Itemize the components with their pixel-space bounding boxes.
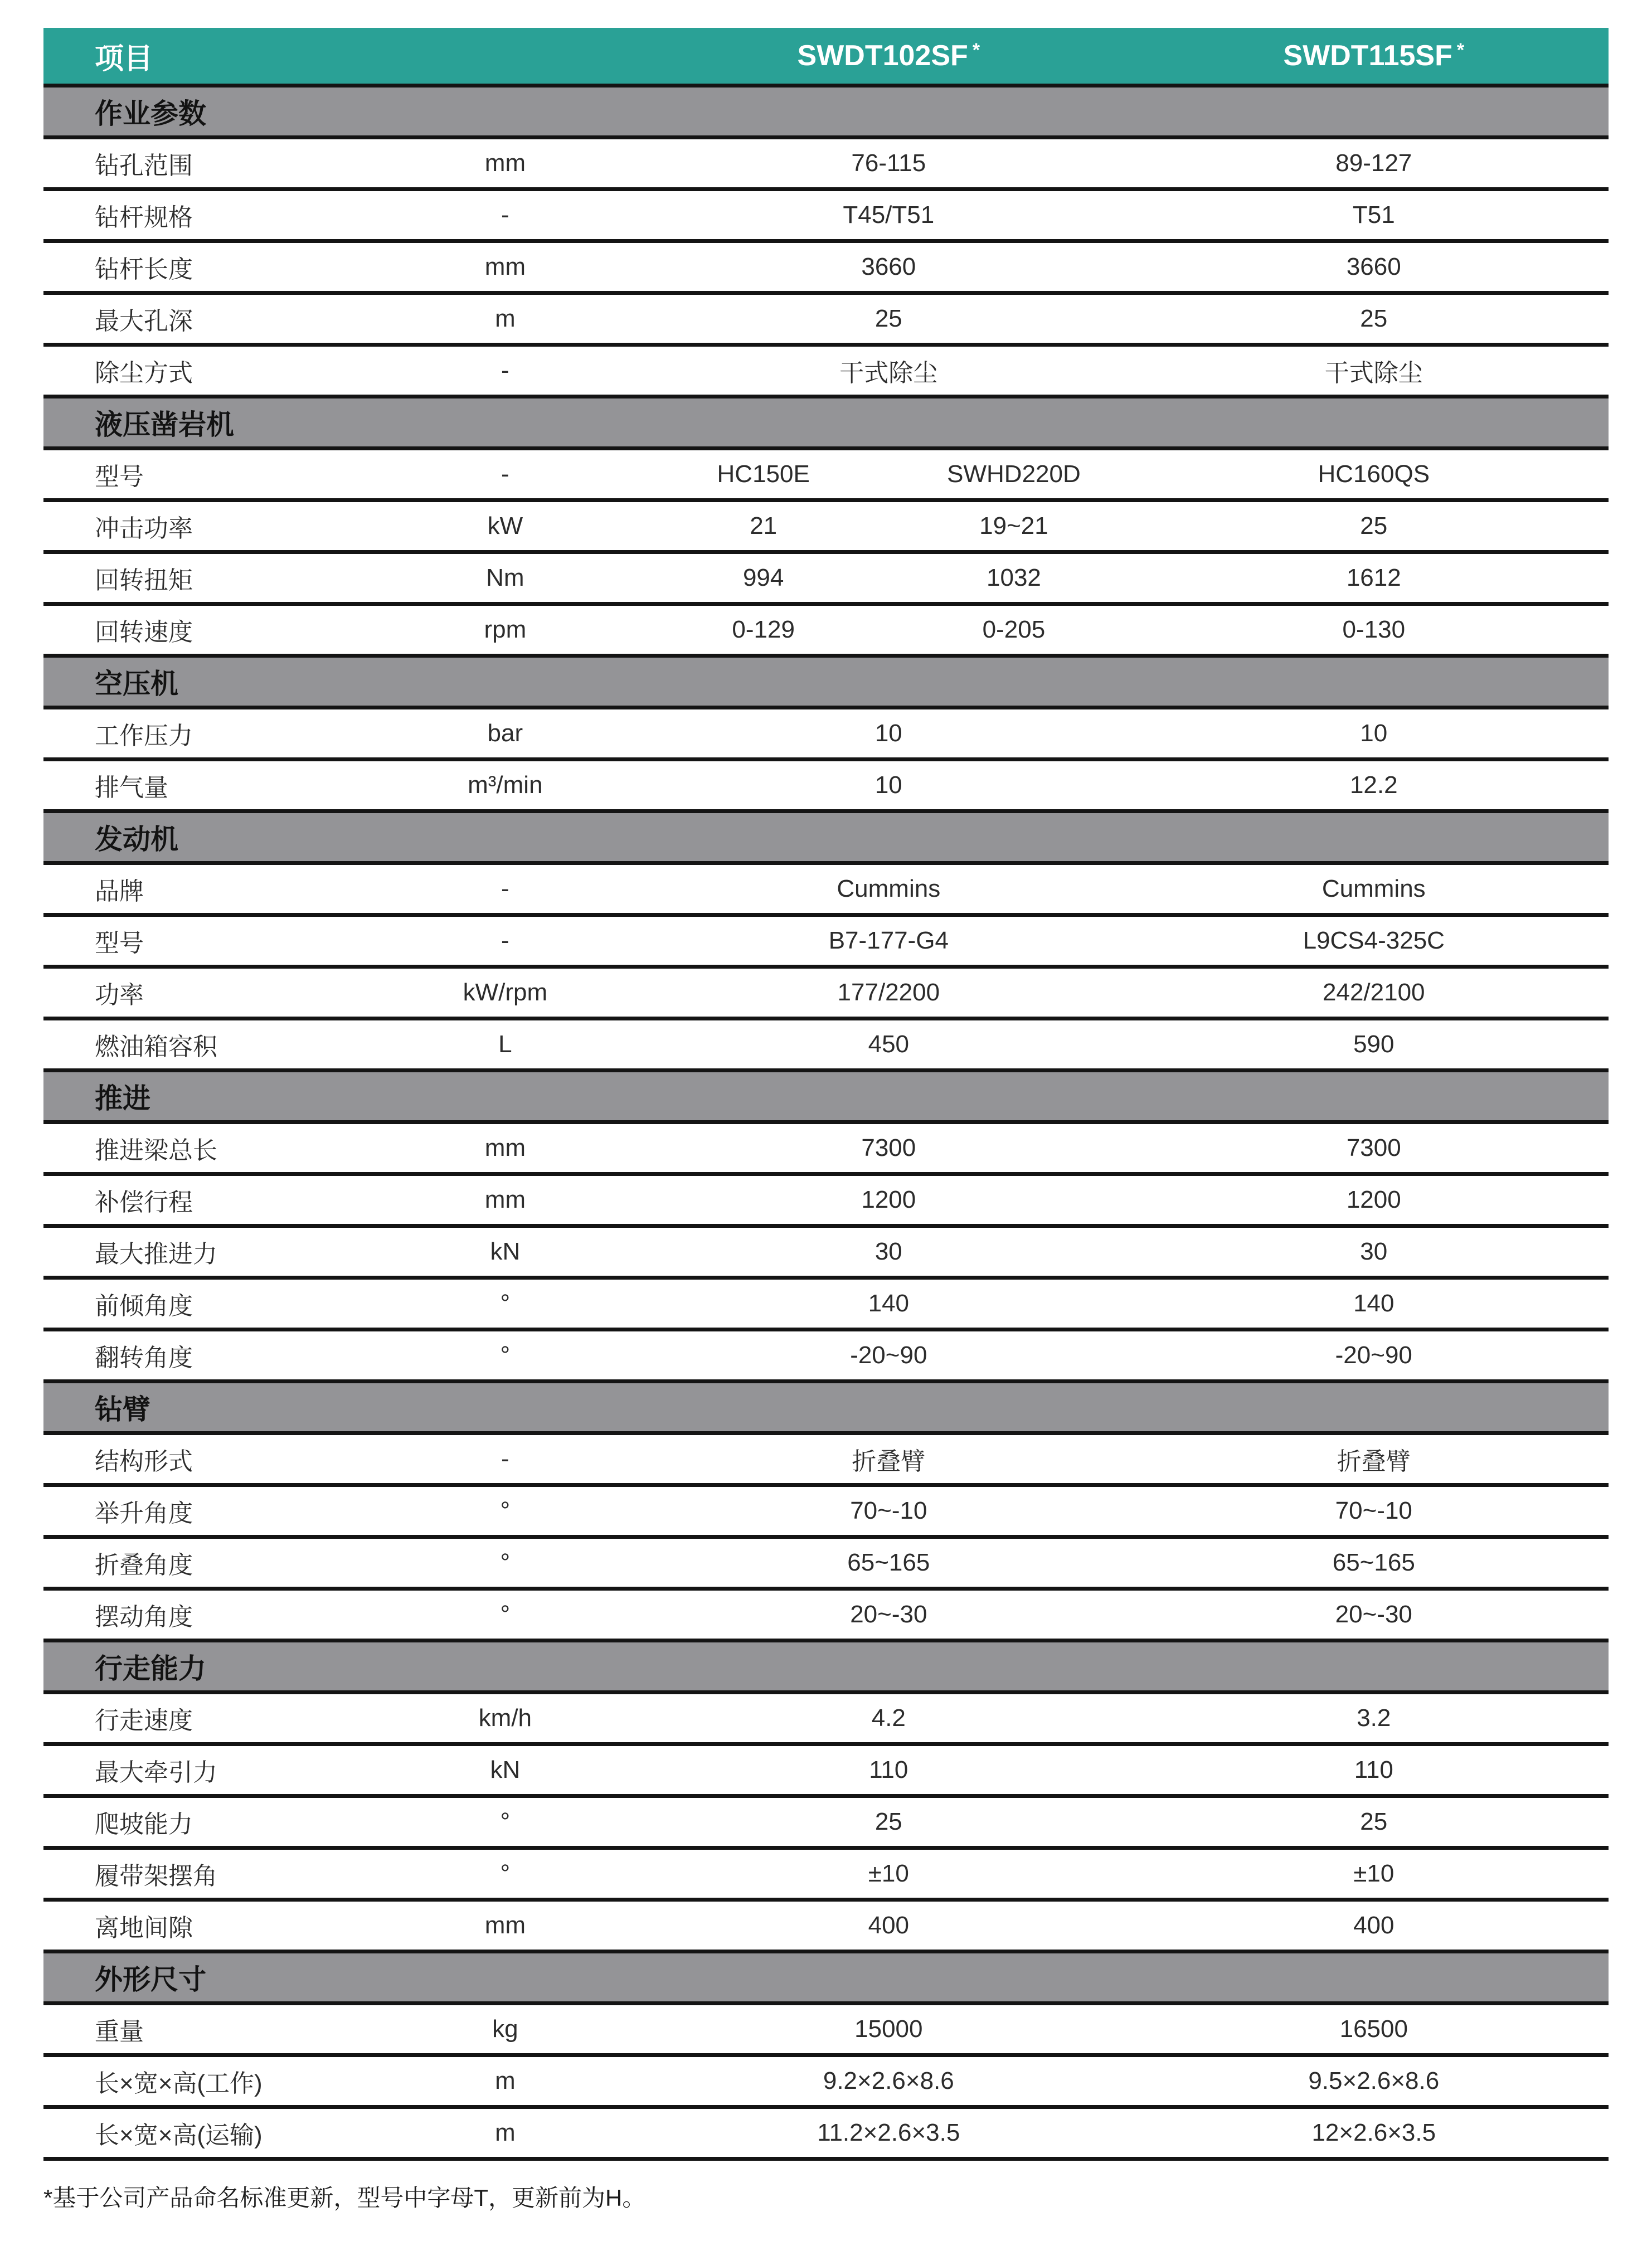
param-value-sub: 994 bbox=[742, 564, 784, 591]
param-name: 举升角度 bbox=[95, 1500, 193, 1527]
table-row bbox=[43, 450, 1609, 502]
param-name: 摆动角度 bbox=[95, 1603, 193, 1631]
table-row bbox=[43, 1850, 1609, 1902]
footnote-area bbox=[43, 2161, 1609, 2213]
param-value-swdt115sf: 110 bbox=[1354, 1756, 1393, 1783]
param-value-sub: 0-205 bbox=[982, 616, 1046, 643]
param-value-swdt102sf: 11.2×2.6×3.5 bbox=[817, 2119, 960, 2146]
param-value-swdt115sf: Cummins bbox=[1321, 875, 1426, 902]
param-value-swdt102sf: 450 bbox=[868, 1030, 910, 1058]
param-value-swdt115sf: 3.2 bbox=[1357, 1704, 1391, 1732]
param-value-swdt115sf: 1612 bbox=[1346, 564, 1401, 591]
param-unit: m bbox=[495, 2119, 516, 2146]
param-value-swdt115sf: 25 bbox=[1360, 512, 1388, 539]
param-name: 冲击功率 bbox=[95, 515, 193, 542]
param-unit: m bbox=[495, 305, 516, 332]
param-value-swdt102sf: 9.2×2.6×8.6 bbox=[823, 2067, 954, 2094]
param-unit: ° bbox=[500, 1601, 511, 1628]
table-row bbox=[43, 347, 1609, 398]
param-value-swdt115sf: 干式除尘 bbox=[1324, 359, 1423, 387]
param-value-swdt102sf: 25 bbox=[874, 1808, 902, 1835]
param-unit: kW bbox=[487, 512, 523, 539]
param-name: 型号 bbox=[95, 930, 144, 957]
param-value-swdt102sf: 30 bbox=[874, 1238, 902, 1265]
section-title: 作业参数 bbox=[95, 98, 206, 129]
table-row bbox=[43, 709, 1609, 761]
param-name: 长×宽×高(工作) bbox=[95, 2070, 263, 2097]
param-unit: kN bbox=[490, 1756, 521, 1783]
param-value-swdt102sf bbox=[638, 512, 1139, 540]
param-unit: - bbox=[501, 460, 509, 488]
param-value-swdt115sf: ±10 bbox=[1353, 1860, 1395, 1887]
param-value-swdt102sf: 折叠臂 bbox=[852, 1448, 926, 1475]
param-value-swdt115sf: 9.5×2.6×8.6 bbox=[1308, 2067, 1440, 2094]
param-value-swdt115sf: 30 bbox=[1360, 1238, 1388, 1265]
param-name: 履带架摆角 bbox=[95, 1863, 217, 1890]
table-row bbox=[43, 1539, 1609, 1591]
section-title: 液压凿岩机 bbox=[95, 409, 234, 440]
param-value-swdt102sf bbox=[638, 616, 1139, 644]
param-unit: ° bbox=[500, 1341, 511, 1369]
header-item-column: 项目 bbox=[95, 42, 153, 75]
header-model-swdt102sf bbox=[638, 39, 1139, 72]
table-row bbox=[43, 1331, 1609, 1383]
param-name: 最大孔深 bbox=[95, 308, 193, 335]
param-value-swdt115sf: -20~90 bbox=[1335, 1341, 1412, 1369]
param-name: 爬坡能力 bbox=[95, 1811, 193, 1838]
param-value-swdt115sf: 1200 bbox=[1346, 1186, 1401, 1213]
param-unit: kN bbox=[490, 1238, 521, 1265]
param-value-swdt102sf: Cummins bbox=[837, 875, 941, 902]
section-header-row bbox=[43, 87, 1609, 139]
param-value-swdt102sf: 400 bbox=[868, 1912, 910, 1939]
param-unit: bar bbox=[487, 720, 523, 747]
param-value-swdt115sf: HC160QS bbox=[1318, 460, 1430, 488]
table-row bbox=[43, 1020, 1609, 1072]
table-row bbox=[43, 1746, 1609, 1798]
section-header-row bbox=[43, 1072, 1609, 1124]
table-row bbox=[43, 1694, 1609, 1746]
param-name: 补偿行程 bbox=[95, 1189, 193, 1216]
param-name: 回转扭矩 bbox=[95, 567, 193, 594]
param-unit: - bbox=[501, 357, 509, 384]
param-value-swdt102sf: 3660 bbox=[861, 253, 916, 280]
param-name: 功率 bbox=[95, 981, 144, 1009]
model-name: SWDT102SF bbox=[797, 40, 968, 72]
param-value-sub: 19~21 bbox=[979, 512, 1048, 539]
param-name: 重量 bbox=[95, 2018, 144, 2045]
asterisk-mark: * bbox=[972, 40, 980, 61]
param-value-swdt102sf: B7-177-G4 bbox=[828, 927, 949, 954]
param-unit: ° bbox=[500, 1808, 511, 1835]
param-value-swdt115sf: 7300 bbox=[1346, 1134, 1401, 1161]
param-value-swdt115sf: 25 bbox=[1360, 1808, 1388, 1835]
param-name: 型号 bbox=[95, 463, 144, 490]
param-name: 回转速度 bbox=[95, 619, 193, 646]
param-value-swdt102sf: 25 bbox=[874, 305, 902, 332]
header-model-swdt115sf bbox=[1139, 39, 1609, 72]
param-value-swdt115sf: T51 bbox=[1352, 201, 1395, 229]
param-value-swdt115sf: 20~-30 bbox=[1335, 1601, 1412, 1628]
table-row bbox=[43, 1487, 1609, 1539]
param-value-swdt102sf: 140 bbox=[868, 1290, 910, 1317]
param-unit: km/h bbox=[478, 1704, 532, 1732]
param-value-swdt102sf: 1200 bbox=[861, 1186, 916, 1213]
table-row bbox=[43, 243, 1609, 295]
param-name: 工作压力 bbox=[95, 722, 193, 750]
asterisk-mark: * bbox=[1456, 40, 1465, 61]
param-value-swdt115sf: 0-130 bbox=[1342, 616, 1406, 643]
param-name: 结构形式 bbox=[95, 1448, 193, 1475]
param-value-swdt115sf: 3660 bbox=[1346, 253, 1401, 280]
param-unit: L bbox=[498, 1030, 512, 1058]
param-value-swdt102sf: 65~165 bbox=[847, 1549, 930, 1576]
param-name: 前倾角度 bbox=[95, 1292, 193, 1320]
param-name: 品牌 bbox=[95, 878, 144, 905]
param-name: 行走速度 bbox=[95, 1707, 193, 1734]
param-value-sub: 1032 bbox=[987, 564, 1041, 591]
section-header-row bbox=[43, 658, 1609, 709]
spec-table bbox=[43, 28, 1609, 2161]
table-row bbox=[43, 1435, 1609, 1487]
param-value-swdt115sf: 70~-10 bbox=[1335, 1497, 1412, 1524]
param-unit: ° bbox=[500, 1497, 511, 1524]
param-unit: mm bbox=[484, 149, 526, 177]
param-value-swdt115sf: 折叠臂 bbox=[1337, 1448, 1411, 1475]
table-row bbox=[43, 865, 1609, 917]
table-row bbox=[43, 1280, 1609, 1331]
table-row bbox=[43, 761, 1609, 813]
param-unit: rpm bbox=[484, 616, 527, 643]
section-header-row bbox=[43, 813, 1609, 865]
param-value-swdt102sf: 干式除尘 bbox=[839, 359, 938, 387]
param-unit: mm bbox=[484, 1912, 526, 1939]
param-value-swdt102sf: 177/2200 bbox=[837, 979, 940, 1006]
param-value-swdt102sf: 4.2 bbox=[871, 1704, 906, 1732]
param-value-swdt115sf: 242/2100 bbox=[1323, 979, 1425, 1006]
param-name: 排气量 bbox=[95, 774, 168, 801]
param-unit: kW/rpm bbox=[463, 979, 548, 1006]
param-value-swdt102sf: T45/T51 bbox=[843, 201, 935, 229]
param-value-swdt115sf: L9CS4-325C bbox=[1303, 927, 1445, 954]
table-row bbox=[43, 139, 1609, 191]
table-row bbox=[43, 2109, 1609, 2161]
param-name: 最大推进力 bbox=[95, 1241, 217, 1268]
param-value-swdt102sf: 10 bbox=[874, 720, 902, 747]
param-unit: m³/min bbox=[468, 771, 543, 799]
param-unit: - bbox=[501, 201, 509, 229]
param-value-swdt102sf bbox=[638, 460, 1139, 488]
param-name: 最大牵引力 bbox=[95, 1759, 217, 1786]
param-value-swdt102sf: 10 bbox=[874, 771, 902, 799]
param-unit: ° bbox=[500, 1549, 511, 1576]
param-unit: - bbox=[501, 1445, 509, 1472]
param-unit: - bbox=[501, 875, 509, 902]
table-row bbox=[43, 295, 1609, 347]
table-row bbox=[43, 1591, 1609, 1642]
table-row bbox=[43, 606, 1609, 658]
param-value-swdt102sf: ±10 bbox=[868, 1860, 909, 1887]
param-name: 钻孔范围 bbox=[95, 152, 193, 179]
param-value-swdt115sf: 25 bbox=[1360, 305, 1388, 332]
table-row bbox=[43, 1902, 1609, 1953]
param-value-swdt102sf bbox=[638, 564, 1139, 592]
section-header-row bbox=[43, 1953, 1609, 2005]
table-row bbox=[43, 191, 1609, 243]
param-value-sub: 21 bbox=[750, 512, 778, 539]
param-unit: mm bbox=[484, 1134, 526, 1161]
param-unit: kg bbox=[492, 2015, 518, 2043]
section-header-row bbox=[43, 1642, 1609, 1694]
table-row bbox=[43, 917, 1609, 969]
section-title: 行走能力 bbox=[95, 1653, 206, 1684]
param-value-swdt115sf: 12×2.6×3.5 bbox=[1311, 2119, 1436, 2146]
section-title: 发动机 bbox=[95, 824, 178, 855]
param-unit: ° bbox=[500, 1860, 511, 1887]
param-name: 翻转角度 bbox=[95, 1344, 193, 1372]
param-value-swdt102sf: 20~-30 bbox=[850, 1601, 927, 1628]
param-unit: - bbox=[501, 927, 509, 954]
param-name: 钻杆规格 bbox=[95, 204, 193, 231]
section-title: 推进 bbox=[95, 1083, 150, 1114]
param-unit: mm bbox=[484, 1186, 526, 1213]
param-value-swdt115sf: 590 bbox=[1353, 1030, 1395, 1058]
param-value-swdt102sf: 15000 bbox=[854, 2015, 923, 2043]
footnote: *基于公司产品命名标准更新，型号中字母T，更新前为H。 bbox=[43, 2185, 646, 2211]
section-header-row bbox=[43, 1383, 1609, 1435]
param-name: 燃油箱容积 bbox=[95, 1033, 217, 1061]
table-row bbox=[43, 2005, 1609, 2057]
table-row bbox=[43, 554, 1609, 606]
param-value-swdt102sf: 76-115 bbox=[851, 149, 926, 177]
param-value-swdt102sf: -20~90 bbox=[850, 1341, 927, 1369]
model-name: SWDT115SF bbox=[1283, 40, 1452, 72]
param-value-sub: 0-129 bbox=[732, 616, 795, 643]
param-value-sub: SWHD220D bbox=[947, 460, 1081, 488]
param-name: 推进梁总长 bbox=[95, 1137, 217, 1164]
table-row bbox=[43, 1228, 1609, 1280]
table-header-row bbox=[43, 28, 1609, 87]
param-value-swdt115sf: 12.2 bbox=[1349, 771, 1398, 799]
section-title: 外形尺寸 bbox=[95, 1964, 206, 1995]
section-title: 钻臂 bbox=[95, 1394, 150, 1425]
param-unit: Nm bbox=[486, 564, 524, 591]
table-row bbox=[43, 2057, 1609, 2109]
param-value-swdt115sf: 65~165 bbox=[1332, 1549, 1415, 1576]
param-name: 折叠角度 bbox=[95, 1552, 193, 1579]
param-value-swdt115sf: 89-127 bbox=[1335, 149, 1412, 177]
table-row bbox=[43, 1176, 1609, 1228]
spec-table-body bbox=[43, 87, 1609, 2161]
param-value-swdt115sf: 10 bbox=[1360, 720, 1388, 747]
param-name: 离地间隙 bbox=[95, 1914, 193, 1942]
param-unit: ° bbox=[500, 1290, 511, 1317]
param-value-swdt102sf: 110 bbox=[869, 1756, 908, 1783]
param-value-swdt115sf: 400 bbox=[1353, 1912, 1395, 1939]
param-value-swdt102sf: 7300 bbox=[861, 1134, 916, 1161]
param-name: 长×宽×高(运输) bbox=[95, 2122, 263, 2149]
section-title: 空压机 bbox=[95, 668, 178, 699]
table-row bbox=[43, 1124, 1609, 1176]
section-header-row bbox=[43, 398, 1609, 450]
param-value-swdt115sf: 140 bbox=[1353, 1290, 1395, 1317]
param-value-swdt115sf: 16500 bbox=[1339, 2015, 1408, 2043]
param-unit: m bbox=[495, 2067, 516, 2094]
table-row bbox=[43, 1798, 1609, 1850]
param-name: 钻杆长度 bbox=[95, 256, 193, 283]
param-value-sub: HC150E bbox=[717, 460, 810, 488]
param-value-swdt102sf: 70~-10 bbox=[850, 1497, 927, 1524]
param-name: 除尘方式 bbox=[95, 359, 193, 387]
param-unit: mm bbox=[484, 253, 526, 280]
table-row bbox=[43, 969, 1609, 1020]
table-row bbox=[43, 502, 1609, 554]
